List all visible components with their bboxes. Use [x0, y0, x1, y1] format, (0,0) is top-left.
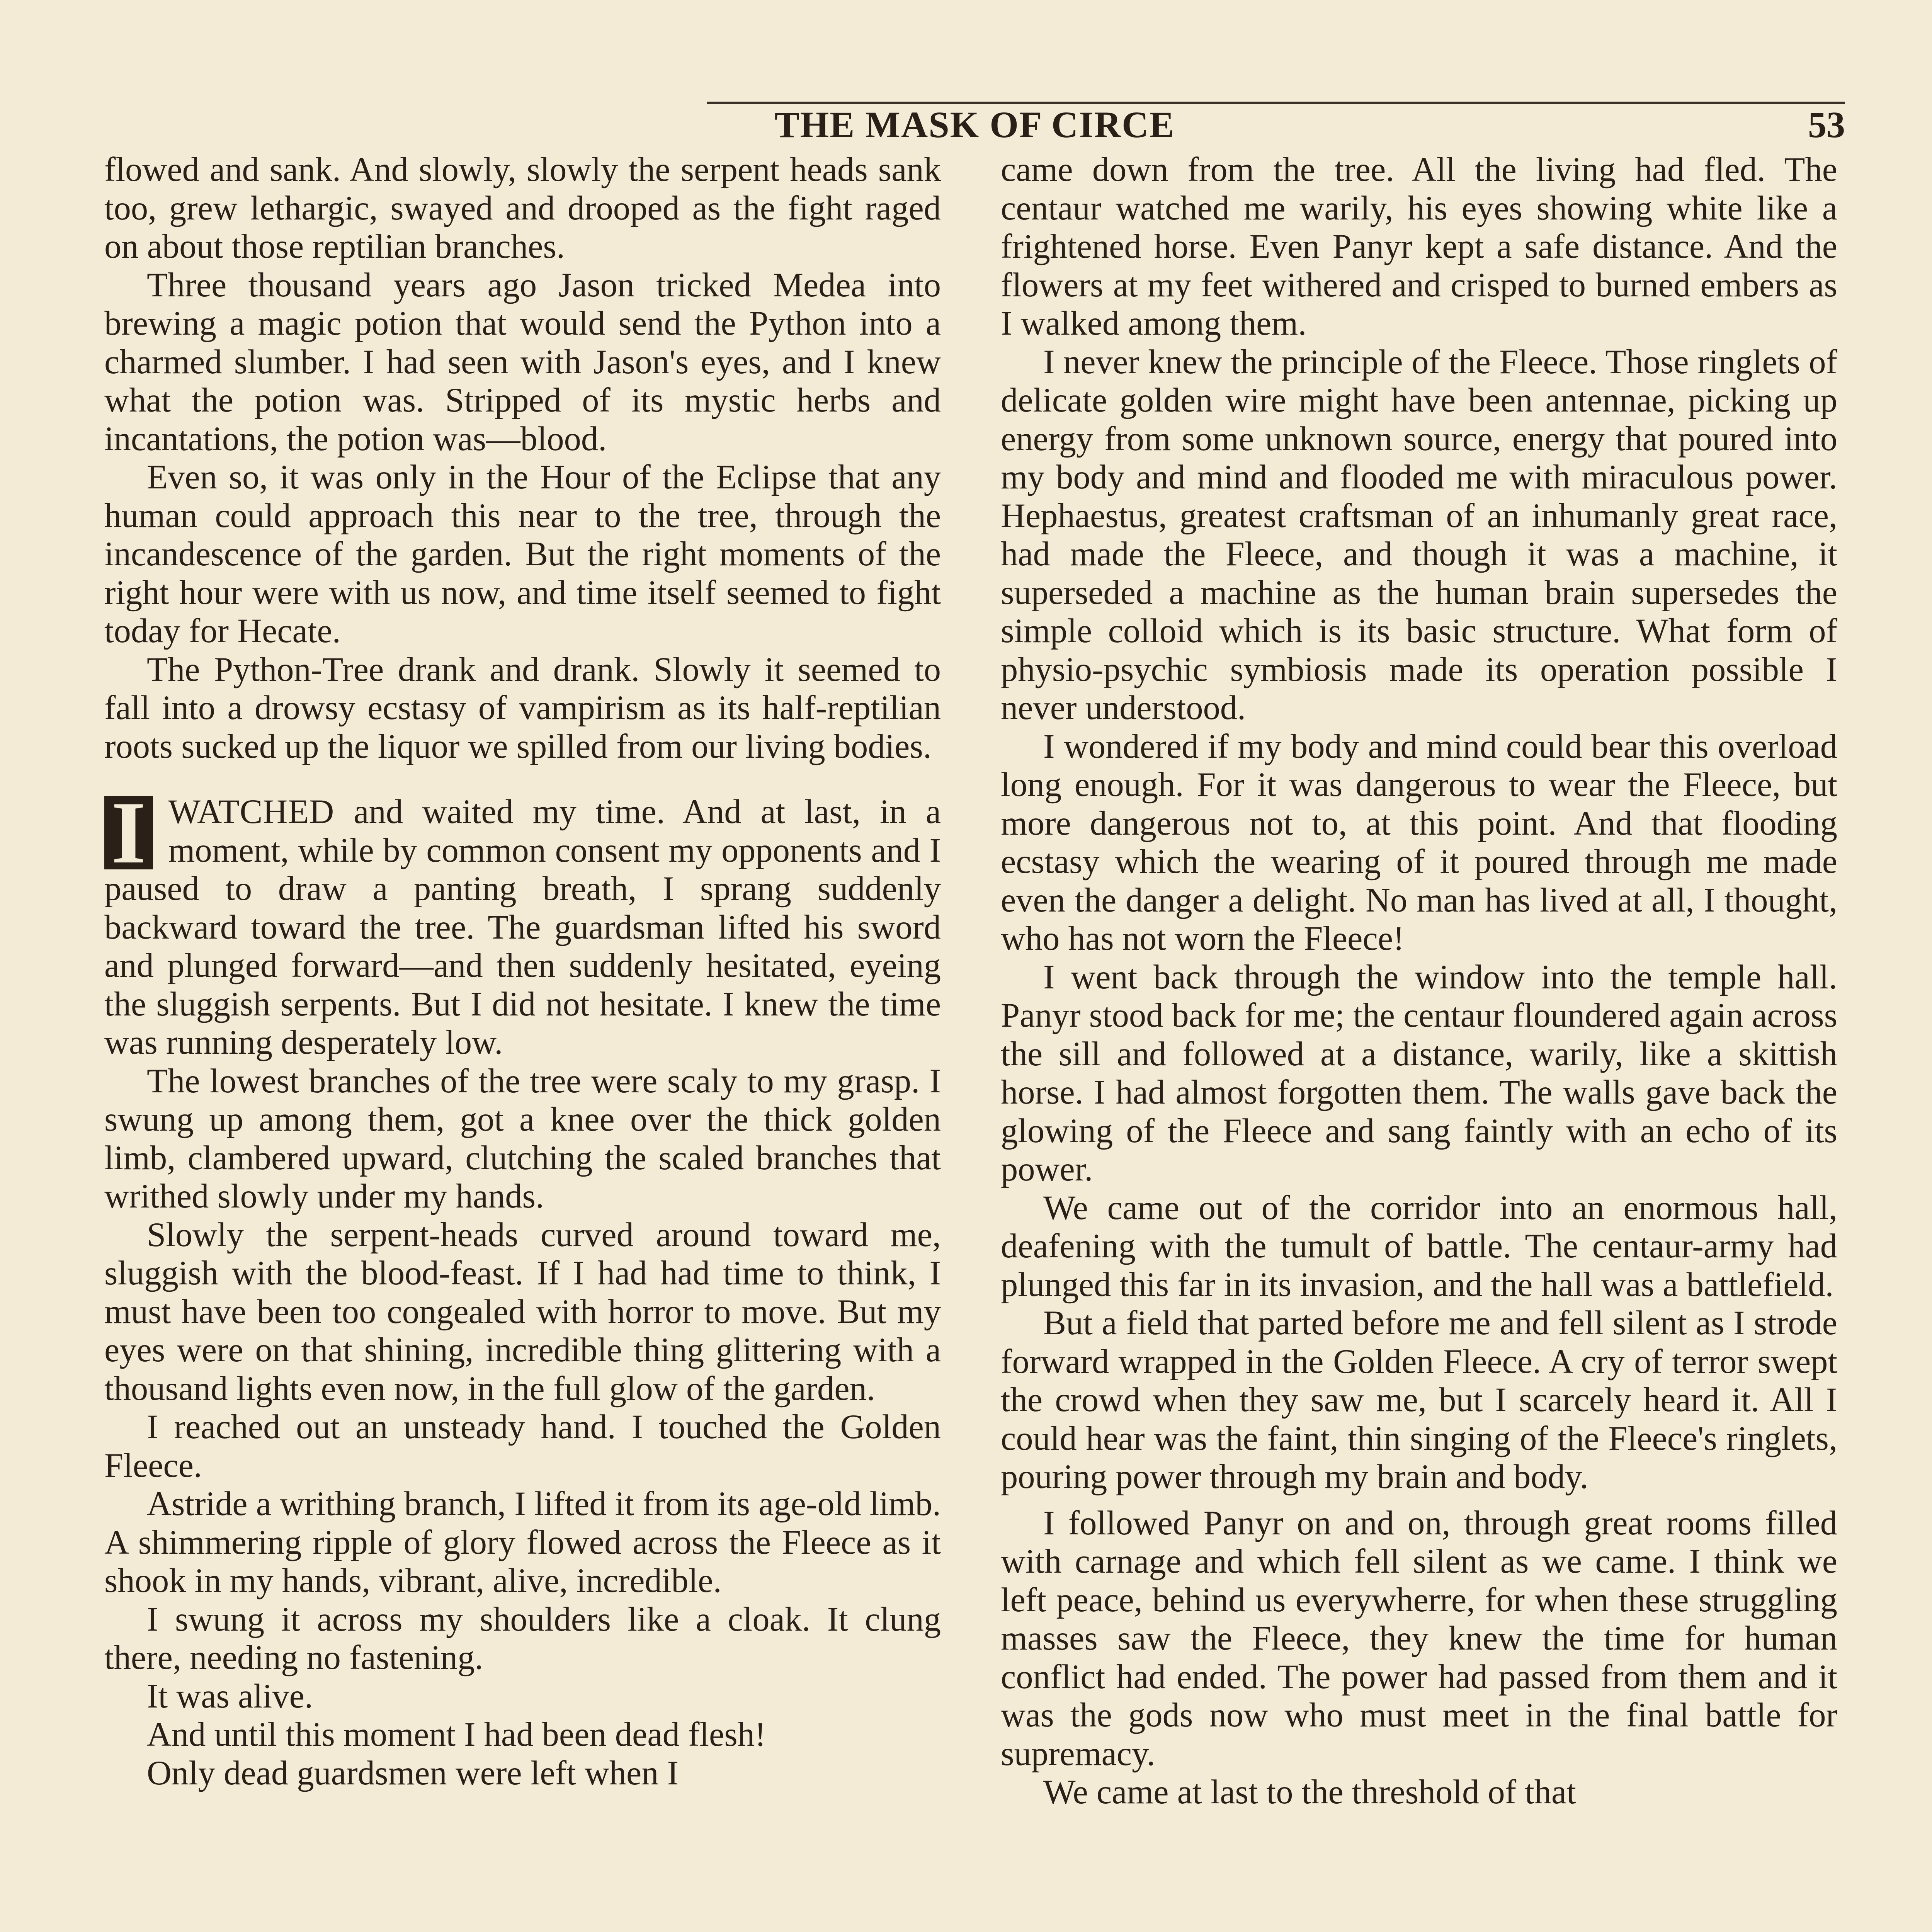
paragraph: I never knew the principle of the Fleece. Those ringlets of delicate golden wire might have been antennae, picking up energy from some unknown source, energy that poured into my body and mind and flooded me with miraculous power. Hephaestus, greatest craftsman of an inhumanly great race, had made the Fleece, and though it was a machine, it superseded a machine as the human brain supersedes the simple colloid which is its basic structure. What form of physio-psychic symbiosis made its operation possible I never understood. [1001, 343, 1837, 727]
paragraph: It was alive. [147, 1677, 313, 1715]
paragraph: Three thousand years ago Jason tricked Medea into brewing a magic potion that would send the Python into a charmed slumber. I had seen with Jason's eyes, and I knew what the potion was. Stripped of its mystic herbs and incantations, the potion was—blood. [104, 266, 941, 458]
paragraph: The Python-Tree drank and drank. Slowly it seemed to fall into a drowsy ecstasy of vampirism as its half-reptilian roots sucked up the liquor we spilled from our living bodies. [104, 650, 941, 765]
lead-word: WATCHED [168, 793, 335, 831]
paragraph: I went back through the window into the temple hall. Panyr stood back for me; the centaur floundered again across the sill and followed at a distance, warily, like a skittish horse. I had almost forgotten them. The walls gave back the glowing of the Fleece and sang faintly with an echo of its power. [1001, 958, 1837, 1188]
paragraph: And until this moment I had been dead flesh! [147, 1716, 766, 1753]
paragraph: I wondered if my body and mind could bear this overload long enough. For it was dangerous to wear the Fleece, but more dangerous not to, at this point. And that flooding ecstasy which the wearing of it poured through me made even the danger a delight. No man has lived at all, I thought, who has not worn the Fleece! [1001, 727, 1837, 957]
paragraph: The lowest branches of the tree were scaly to my grasp. I swung up among them, got a knee over the thick golden limb, clambered upward, clutching the scaled branches that writhed slowly under my hands. [104, 1062, 941, 1215]
paragraph: I followed Panyr on and on, through great rooms filled with carnage and which fell silent as we came. I think we left peace, behind us everywherre, for when these struggling masses saw the Fleece, they knew the time for human conflict had ended. The power had passed from them and it was the gods now who must meet in the final battle for supremacy. [1001, 1504, 1837, 1773]
paragraph: I reached out an unsteady hand. I touched the Golden Fleece. [104, 1408, 941, 1485]
paragraph: Only dead guardsmen were left when I [147, 1754, 679, 1792]
paragraph: Slowly the serpent-heads curved around toward me, sluggish with the blood-feast. If I had had time to think, I must have been too congealed with horror to move. But my eyes were on that shining, incredible thing glittering with a thousand lights even now, in the full glow of the garden. [104, 1216, 941, 1408]
running-header [104, 99, 1845, 145]
paragraph: We came out of the corridor into an enormous hall, deafening with the tumult of battle. The centaur-army had plunged this far in its invasion, and the hall was a battlefield. [1001, 1189, 1837, 1304]
paragraph: But a field that parted before me and fell silent as I strode forward wrapped in the Golden Fleece. A cry of terror swept the crowd when they saw me, but I scarcely heard it. All I could hear was the faint, thin singing of the Fleece's ringlets, pouring power through my brain and body. [1001, 1304, 1837, 1496]
drop-cap: I [104, 796, 153, 869]
paragraph: flowed and sank. And slowly, slowly the serpent heads sank too, grew lethargic, swayed and drooped as the fight raged on about those reptilian branches. [104, 151, 941, 265]
section-opening-paragraph [104, 783, 941, 1062]
lead-text: and waited my time. And at last, in a moment, while by common consent my opponents and I paused to draw a panting breath, I sprang suddenly backward toward the tree. The guardsman lifted his sword and plunged forward—and then suddenly hesitated, eyeing the sluggish serpents. But I did not hesitate. I knew the time was running desperately low. [104, 793, 941, 1061]
paragraph: I swung it across my shoulders like a cloak. It clung there, needing no fastening. [104, 1600, 941, 1677]
story-title: THE MASK OF CIRCE [774, 104, 1175, 145]
paragraph: Even so, it was only in the Hour of the Eclipse that any human could approach this near to the tree, through the incandescence of the garden. But the right moments of the right hour were with us now, and time itself seemed to fight today for Hecate. [104, 458, 941, 650]
page-number: 53 [1808, 104, 1845, 145]
right-column [1001, 151, 1837, 1932]
paragraph: We came at last to the threshold of that [1043, 1773, 1576, 1811]
paragraph: came down from the tree. All the living had fled. The centaur watched me warily, his eyes showing white like a frightened horse. Even Panyr kept a safe distance. And the flowers at my feet withered and crisped to burned embers as I walked among them. [1001, 151, 1837, 342]
left-column [104, 151, 941, 1932]
paragraph: Astride a writhing branch, I lifted it from its age-old limb. A shimmering ripple of glory flowed across the Fleece as it shook in my hands, vibrant, alive, incredible. [104, 1485, 941, 1600]
